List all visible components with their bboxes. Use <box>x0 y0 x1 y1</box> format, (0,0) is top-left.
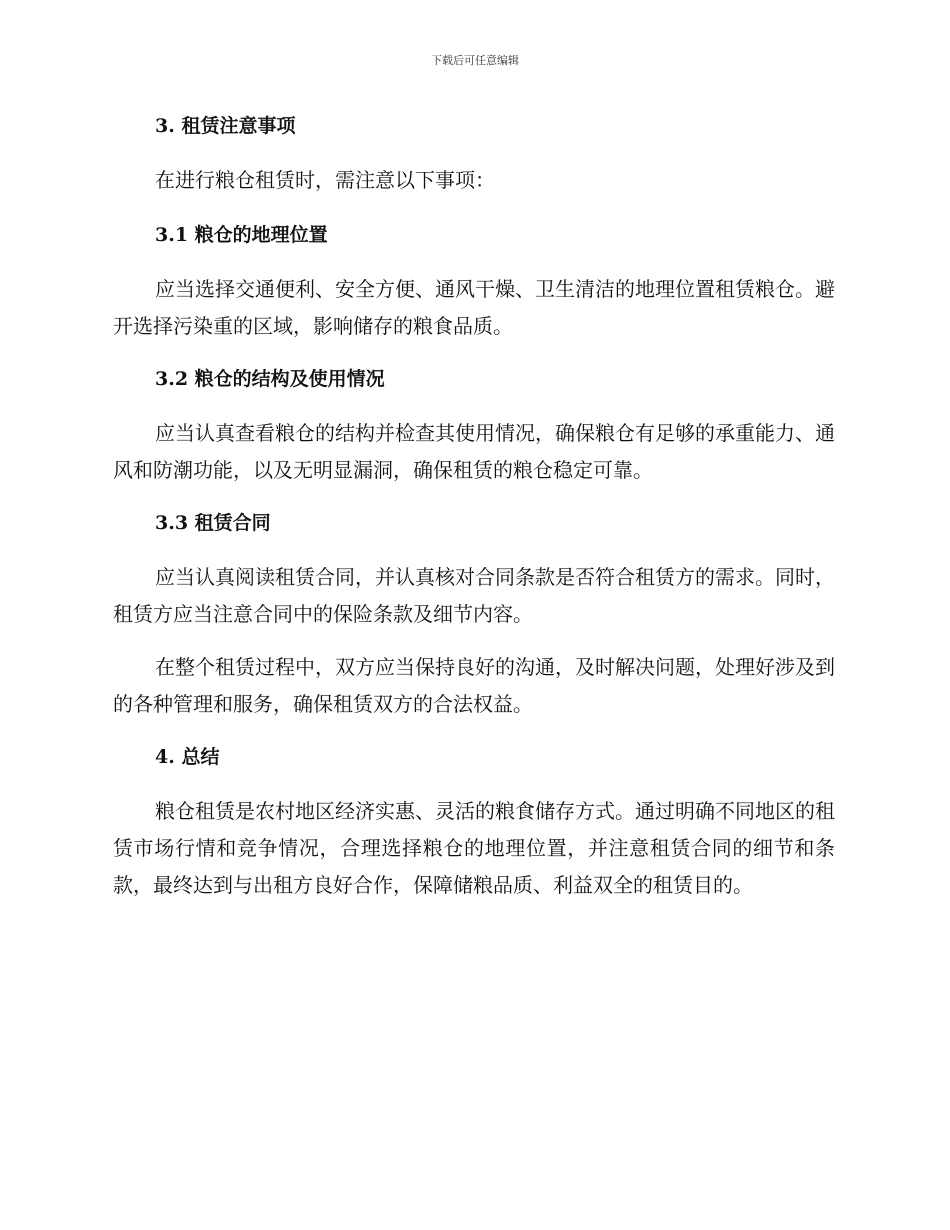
section-3-1-heading: 3.1 粮仓的地理位置 <box>155 224 328 246</box>
spacer <box>113 199 835 217</box>
spacer <box>113 345 835 361</box>
spacer <box>113 253 835 271</box>
section-4-paragraph: 粮仓租赁是农村地区经济实惠、灵活的粮食储存方式。通过明确不同地区的租赁市场行情和竞争情况，合理选择粮仓的地理位置，并注意租赁合同的细节和条款，最终达到与出租方良好合作，保障储粮品质、利益双全的租赁目的。 <box>113 799 835 897</box>
section-3-3-paragraph-2: 在整个租赁过程中，双方应当保持良好的沟通，及时解决问题，处理好涉及到的各种管理和服务，确保租赁双方的合法权益。 <box>113 655 835 716</box>
spacer <box>113 723 835 739</box>
spacer <box>113 397 835 415</box>
spacer <box>113 541 835 559</box>
section-3-2-heading: 3.2 粮仓的结构及使用情况 <box>155 368 385 390</box>
section-3-3-heading: 3.3 租赁合同 <box>155 512 271 534</box>
section-4-heading: 4. 总结 <box>155 746 220 768</box>
section-3-intro: 在进行粮仓租赁时，需注意以下事项： <box>155 168 495 192</box>
page-header: 下载后可任意编辑 <box>431 54 519 67</box>
spacer <box>113 775 835 793</box>
section-3-3-paragraph-1: 应当认真阅读租赁合同，并认真核对合同条款是否符合租赁方的需求。同时，租赁方应当注意合同中的保险条款及细节内容。 <box>113 565 835 626</box>
spacer <box>113 144 835 162</box>
section-3-2-paragraph: 应当认真查看粮仓的结构并检查其使用情况，确保粮仓有足够的承重能力、通风和防潮功能，以及无明显漏洞，确保租赁的粮仓稳定可靠。 <box>113 421 835 482</box>
document-body <box>113 108 835 904</box>
section-3-1-paragraph: 应当选择交通便利、安全方便、通风干燥、卫生清洁的地理位置租赁粮仓。避开选择污染重的区域，影响储存的粮食品质。 <box>113 277 835 338</box>
spacer <box>113 489 835 505</box>
spacer <box>113 633 835 649</box>
section-3-heading: 3. 租赁注意事项 <box>155 115 296 137</box>
